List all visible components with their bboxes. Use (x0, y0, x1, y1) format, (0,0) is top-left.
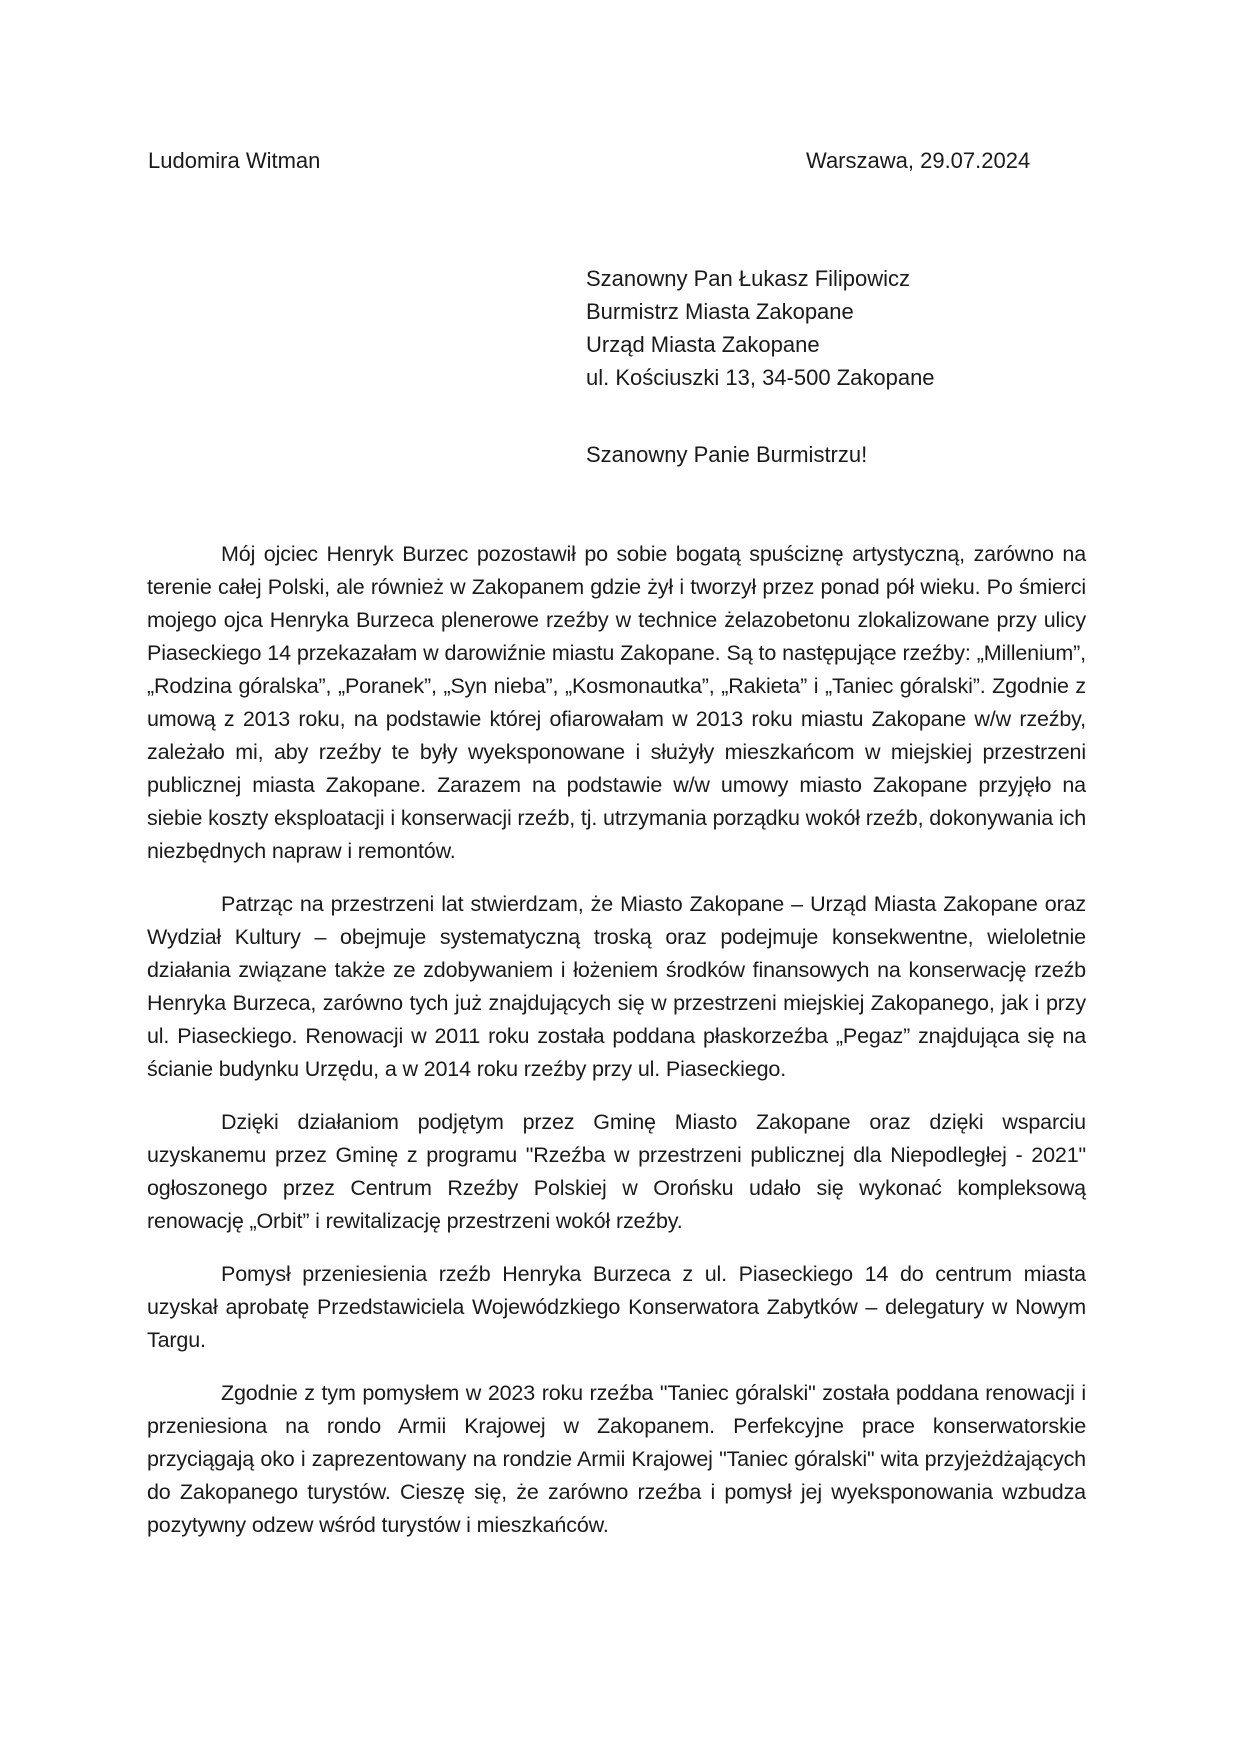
paragraph: Zgodnie z tym pomysłem w 2023 roku rzeźba "Taniec góralski" została poddana renowacji i przeniesiona na rondo Armii Krajowej w Zakopanem. Perfekcyjne prace konserwatorskie przyciągają oko i zaprezentowany na rondzie Armii Krajowej "Taniec góralski" wita przyjeżdżających do Zakopanego turystów. Cieszę się, że zarówno rzeźba i pomysł jej wyeksponowania wzbudza pozytywny odzew wśród turystów i mieszkańców. (147, 1381, 1086, 1537)
recipient-line-name: Szanowny Pan Łukasz Filipowicz (586, 266, 911, 291)
paragraph: Patrząc na przestrzeni lat stwierdzam, że Miasto Zakopane – Urząd Miasta Zakopane oraz Wydział Kultury – obejmuje systematyczną troską oraz podejmuje konsekwentne, wieloletnie działania związane także ze zdobywaniem i łożeniem środków finansowych na konserwację rzeźb Henryka Burzeca, zarówno tych już znajdujących się w przestrzeni miejskiej Zakopanego, jak i przy ul. Piaseckiego. Renowacji w 2011 roku została poddana płaskorzeźba „Pegaz” znajdująca się na ścianie budynku Urzędu, a w 2014 roku rzeźby przy ul. Piaseckiego. (147, 892, 1086, 1081)
paragraph: Pomysł przeniesienia rzeźb Henryka Burzeca z ul. Piaseckiego 14 do centrum miasta uzyskał aprobatę Przedstawiciela Wojewódzkiego Konserwatora Zabytków – delegatury w Nowym Targu. (147, 1262, 1086, 1352)
place-and-date: Warszawa, 29.07.2024 (806, 148, 1031, 173)
salutation: Szanowny Panie Burmistrzu! (586, 442, 868, 467)
letter-body (147, 538, 1086, 1562)
paragraph: Dzięki działaniom podjętym przez Gminę Miasto Zakopane oraz dzięki wsparciu uzyskanemu przez Gminę z programu "Rzeźba w przestrzeni publicznej dla Niepodległej - 2021" ogłoszonego przez Centrum Rzeźby Polskiej w Orońsku udało się wykonać kompleksową renowację „Orbit” i rewitalizację przestrzeni wokół rzeźby. (147, 1110, 1086, 1233)
recipient-address-block (586, 262, 935, 394)
paragraph: Mój ojciec Henryk Burzec pozostawił po sobie bogatą spuściznę artystyczną, zarówno na terenie całej Polski, ale również w Zakopanem gdzie żył i tworzył przez ponad pół wieku. Po śmierci mojego ojca Henryka Burzeca plenerowe rzeźby w technice żelazobetonu zlokalizowane przy ulicy Piaseckiego 14 przekazałam w darowiźnie miastu Zakopane. Są to następujące rzeźby: „Millenium”, „Rodzina góralska”, „Poranek”, „Syn nieba”, „Kosmonautka”, „Rakieta” i „Taniec góralski”. Zgodnie z umową z 2013 roku, na podstawie której ofiarowałam w 2013 roku miastu Zakopane w/w rzeźby, zależało mi, aby rzeźby te były wyeksponowane i służyły mieszkańcom w miejskiej przestrzeni publicznej miasta Zakopane. Zarazem na podstawie w/w umowy miasto Zakopane przyjęło na siebie koszty eksploatacji i konserwacji rzeźb, tj. utrzymania porządku wokół rzeźb, dokonywania ich niezbędnych napraw i remontów. (147, 542, 1086, 863)
recipient-line-office: Urząd Miasta Zakopane (586, 332, 820, 357)
recipient-line-title: Burmistrz Miasta Zakopane (586, 299, 854, 324)
sender-name: Ludomira Witman (148, 148, 321, 173)
recipient-line-address: ul. Kościuszki 13, 34-500 Zakopane (586, 365, 935, 390)
